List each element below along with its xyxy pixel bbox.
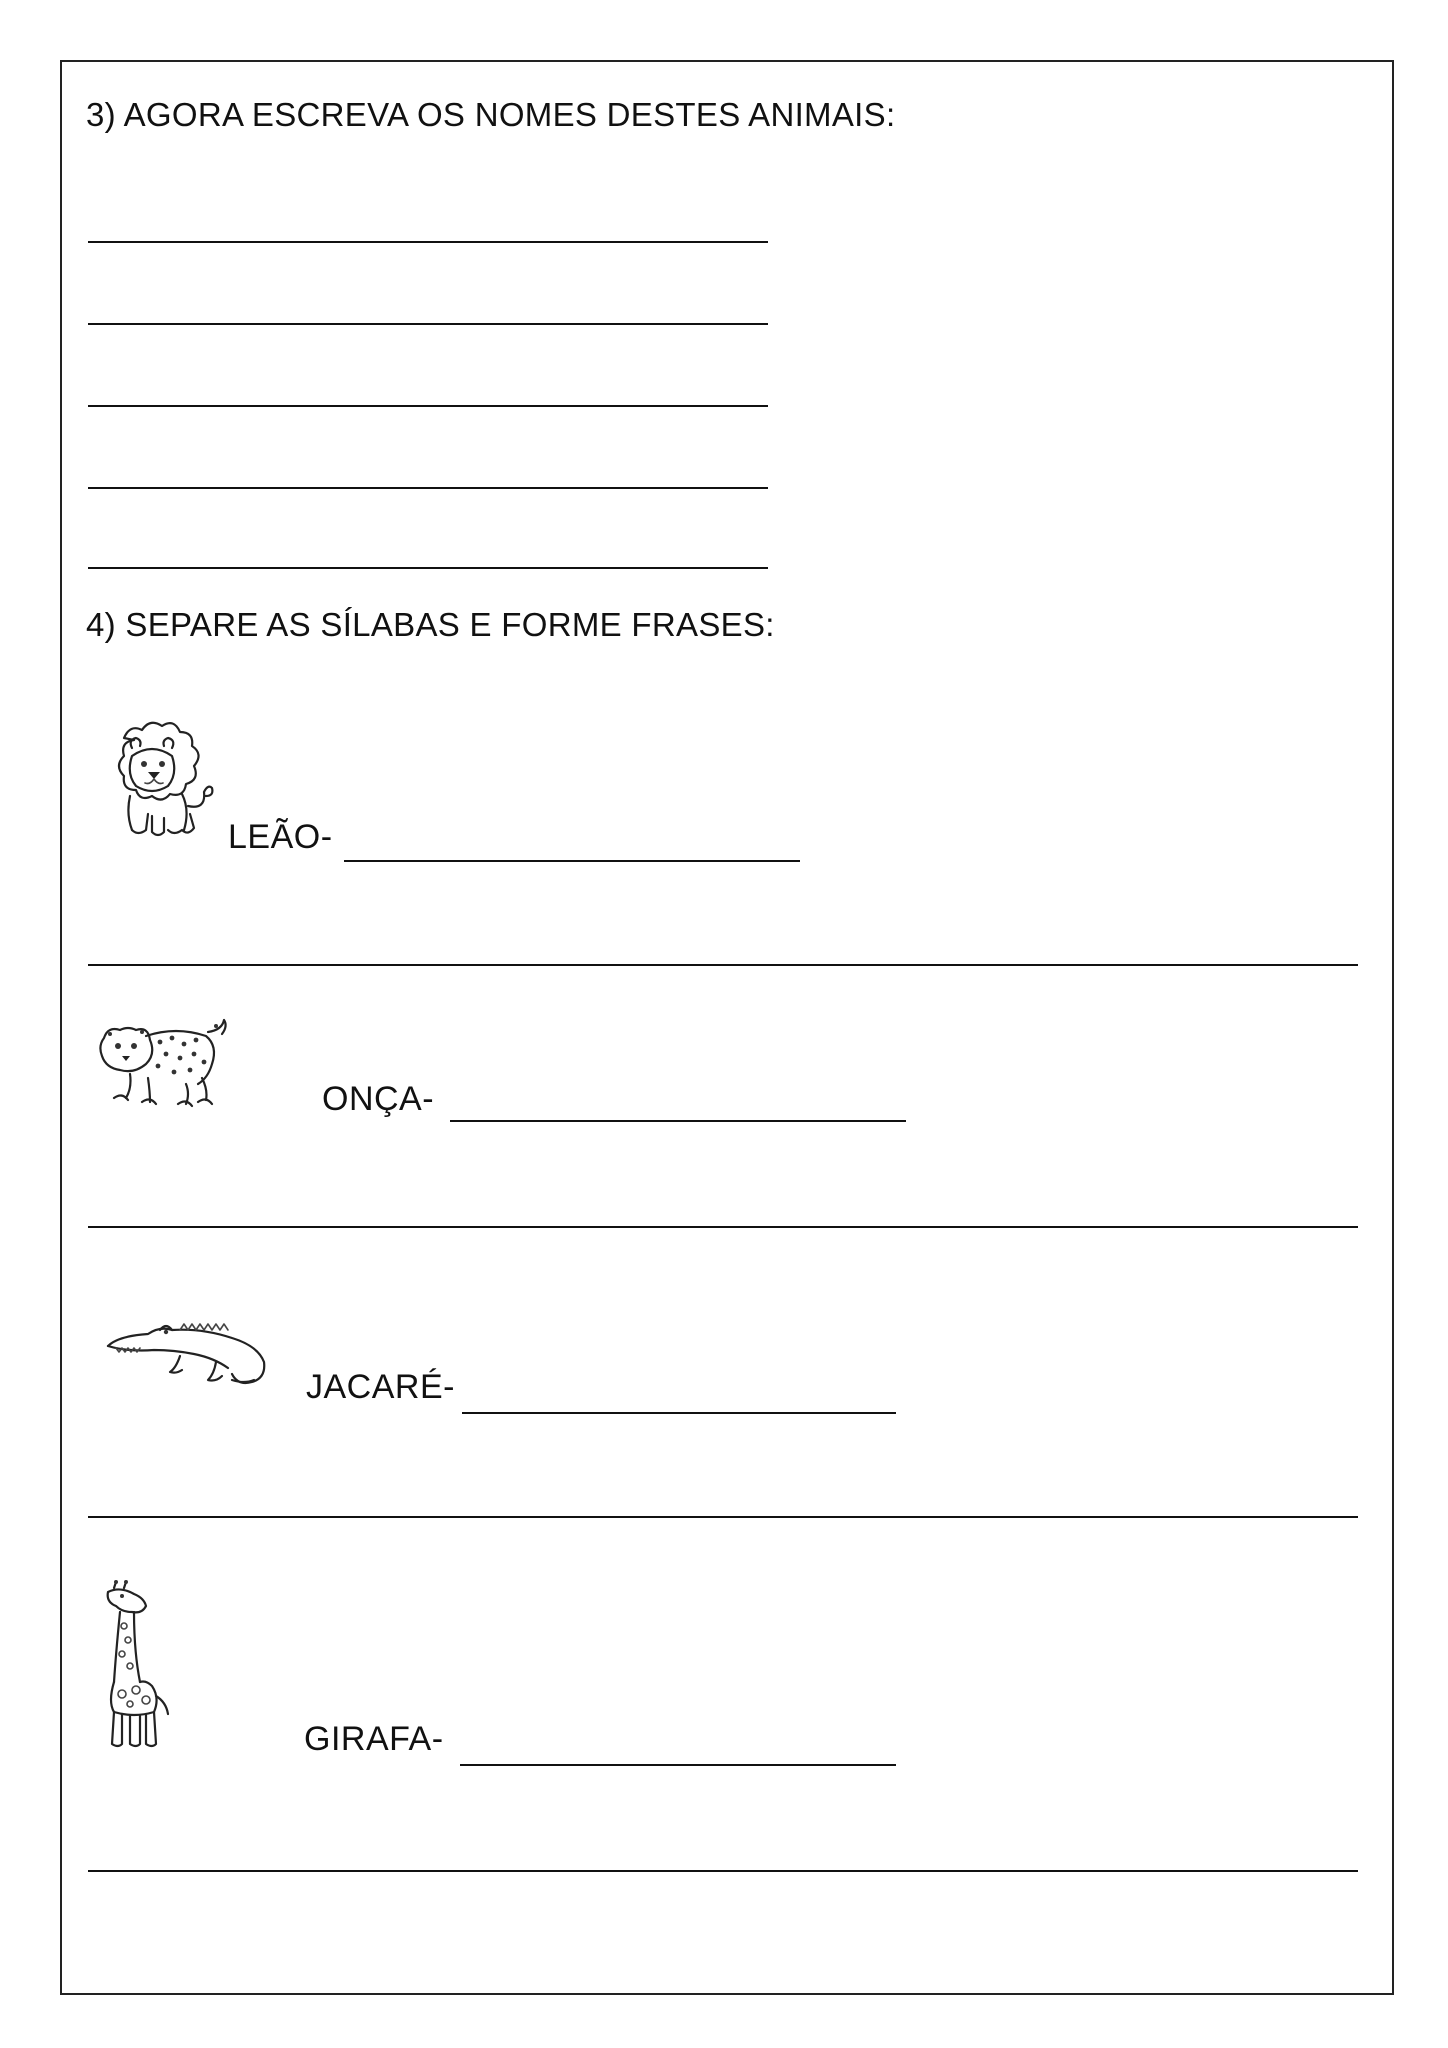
giraffe-icon [100,1578,174,1759]
alligator-syllable-line[interactable] [462,1412,896,1414]
jaguar-syllable-line[interactable] [450,1120,906,1122]
lion-sentence-line[interactable] [88,964,1358,966]
jaguar-icon [90,1018,232,1119]
jaguar-label: ONÇA- [322,1080,435,1118]
worksheet-frame [60,60,1394,1995]
answer-line-4[interactable] [88,487,768,489]
giraffe-label: GIRAFA- [304,1720,444,1758]
answer-line-1[interactable] [88,241,768,243]
alligator-label: JACARÉ- [306,1368,455,1406]
question-4-heading: 4) SEPARE AS SÍLABAS E FORME FRASES: [86,606,775,643]
giraffe-sentence-line[interactable] [88,1870,1358,1872]
answer-line-5[interactable] [88,567,768,569]
lion-syllable-line[interactable] [344,860,800,862]
alligator-icon [104,1310,270,1397]
lion-label: LEÃO- [228,818,333,856]
alligator-sentence-line[interactable] [88,1516,1358,1518]
answer-line-3[interactable] [88,405,768,407]
jaguar-sentence-line[interactable] [88,1226,1358,1228]
giraffe-syllable-line[interactable] [460,1764,896,1766]
question-3-heading: 3) AGORA ESCREVA OS NOMES DESTES ANIMAIS: [86,96,896,133]
answer-line-2[interactable] [88,323,768,325]
lion-icon [96,718,214,847]
